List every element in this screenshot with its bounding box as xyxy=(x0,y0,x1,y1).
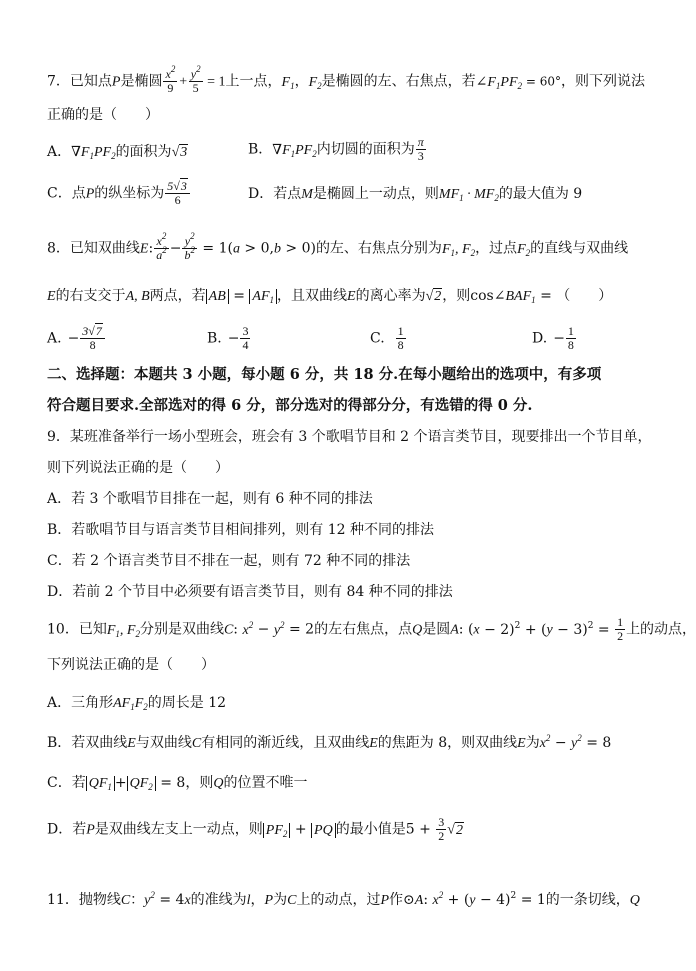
q10-line2: 下列说法正确的是（ ） xyxy=(47,657,215,673)
q7-option-b: B．$\nabla F_1PF_2$内切圆的面积为 $\frac{\pi}{3}$ xyxy=(248,135,424,163)
q8-option-d: D. − $\frac{1}{8}$ xyxy=(532,324,574,352)
q8-option-b: B. − $\frac{3}{4}$ xyxy=(207,324,249,352)
q10-option-c: C．若 $QF_1 + QF_2 = 8$，则Q的位置不唯一 xyxy=(47,775,308,792)
q7-option-c: C．点P的纵坐标为 $\frac{5√3}{6}$ xyxy=(47,180,191,207)
q10-option-b: B．若双曲线E与双曲线C有相同的渐近线，且双曲线E的焦距为 8，则双曲线E为$x^2 - y^2 = 8$ xyxy=(47,733,612,751)
q10-option-a: A．三角形$AF_1F_2$的周长是 12 xyxy=(47,695,227,712)
q7-option-d: D．若点M是椭圆上一动点，则$MF_1 \cdot MF_2$的最大值为 9 xyxy=(248,186,583,203)
q11-line1: 11．抛物线C：$y^2 = 4x$的准线为l，P为C上的动点，过P作⊙A: $x^2 + (y - 4)^2 = 1$的一条切线，Q xyxy=(47,890,640,908)
q7-option-a: A．$\nabla F_1PF_2$的面积为√3 xyxy=(47,144,188,161)
q8-line1: 8．已知双曲线E: $\frac{x^2}{a^2}$ − $\frac{y^2}{b^2}$ = 1(a > 0,b > 0)的左、右焦点分别为$F_1$, $F_2$，过点$F_2$的直线与双曲线 xyxy=(47,231,629,262)
q8-line2: E的右支交于A, B两点，若 AB = $AF_1$ ，且双曲线E的离心率为√2，则$\cos\angle BAF_1$ = （ ） xyxy=(47,288,613,305)
q7-line2: 正确的是（ ） xyxy=(47,107,159,123)
q9-option-a: A．若 3 个歌唱节目排在一起，则有 6 种不同的排法 xyxy=(47,491,373,507)
q10-option-d: D．若P是双曲线左支上一动点，则 $PF_2$ + PQ 的最小值是5 + $\frac{3}{2}$ √2 xyxy=(47,815,463,843)
q10-line1: 10．已知$F_1$, $F_2$分别是双曲线C: $x^2 - y^2 = 2$的左右焦点，点Q是圆A: $(x - 2)^2 + (y - 3)^2$ = $\frac{1}{2}$ 上的动点， xyxy=(47,615,696,643)
q7-line1: 7．已知点P是椭圆 $\frac{x^2}{9}$ + $\frac{y^2}{5}$ = 1上一点，$F_1$，$F_2$是椭圆的左、右焦点，若$\angle F_1PF_2 = 60^\circ$，则下列说法 xyxy=(47,64,645,95)
q9-option-c: C．若 2 个语言类节目不排在一起，则有 72 种不同的排法 xyxy=(47,553,411,569)
section-heading-line2: 符合题目要求.全部选对的得 6 分，部分选对的得部分分，有选错的得 0 分. xyxy=(47,397,533,414)
q9-line2: 则下列说法正确的是（ ） xyxy=(47,460,229,476)
q9-option-b: B．若歌唱节目与语言类节目相间排列，则有 12 种不同的排法 xyxy=(47,522,435,538)
section-heading-line1: 二、选择题：本题共 3 小题，每小题 6 分，共 18 分.在每小题给出的选项中，有多项 xyxy=(47,366,602,383)
q8-option-c: C. $\frac{1}{8}$ xyxy=(370,324,404,352)
q8-option-a: A. − $\frac{3√7}{8}$ xyxy=(47,325,106,352)
q9-option-d: D．若前 2 个节目中必须要有语言类节目，则有 84 种不同的排法 xyxy=(47,584,453,600)
q9-line1: 9．某班准备举行一场小型班会，班会有 3 个歌唱节目和 2 个语言类节目，现要排出一个节目单， xyxy=(47,429,652,445)
